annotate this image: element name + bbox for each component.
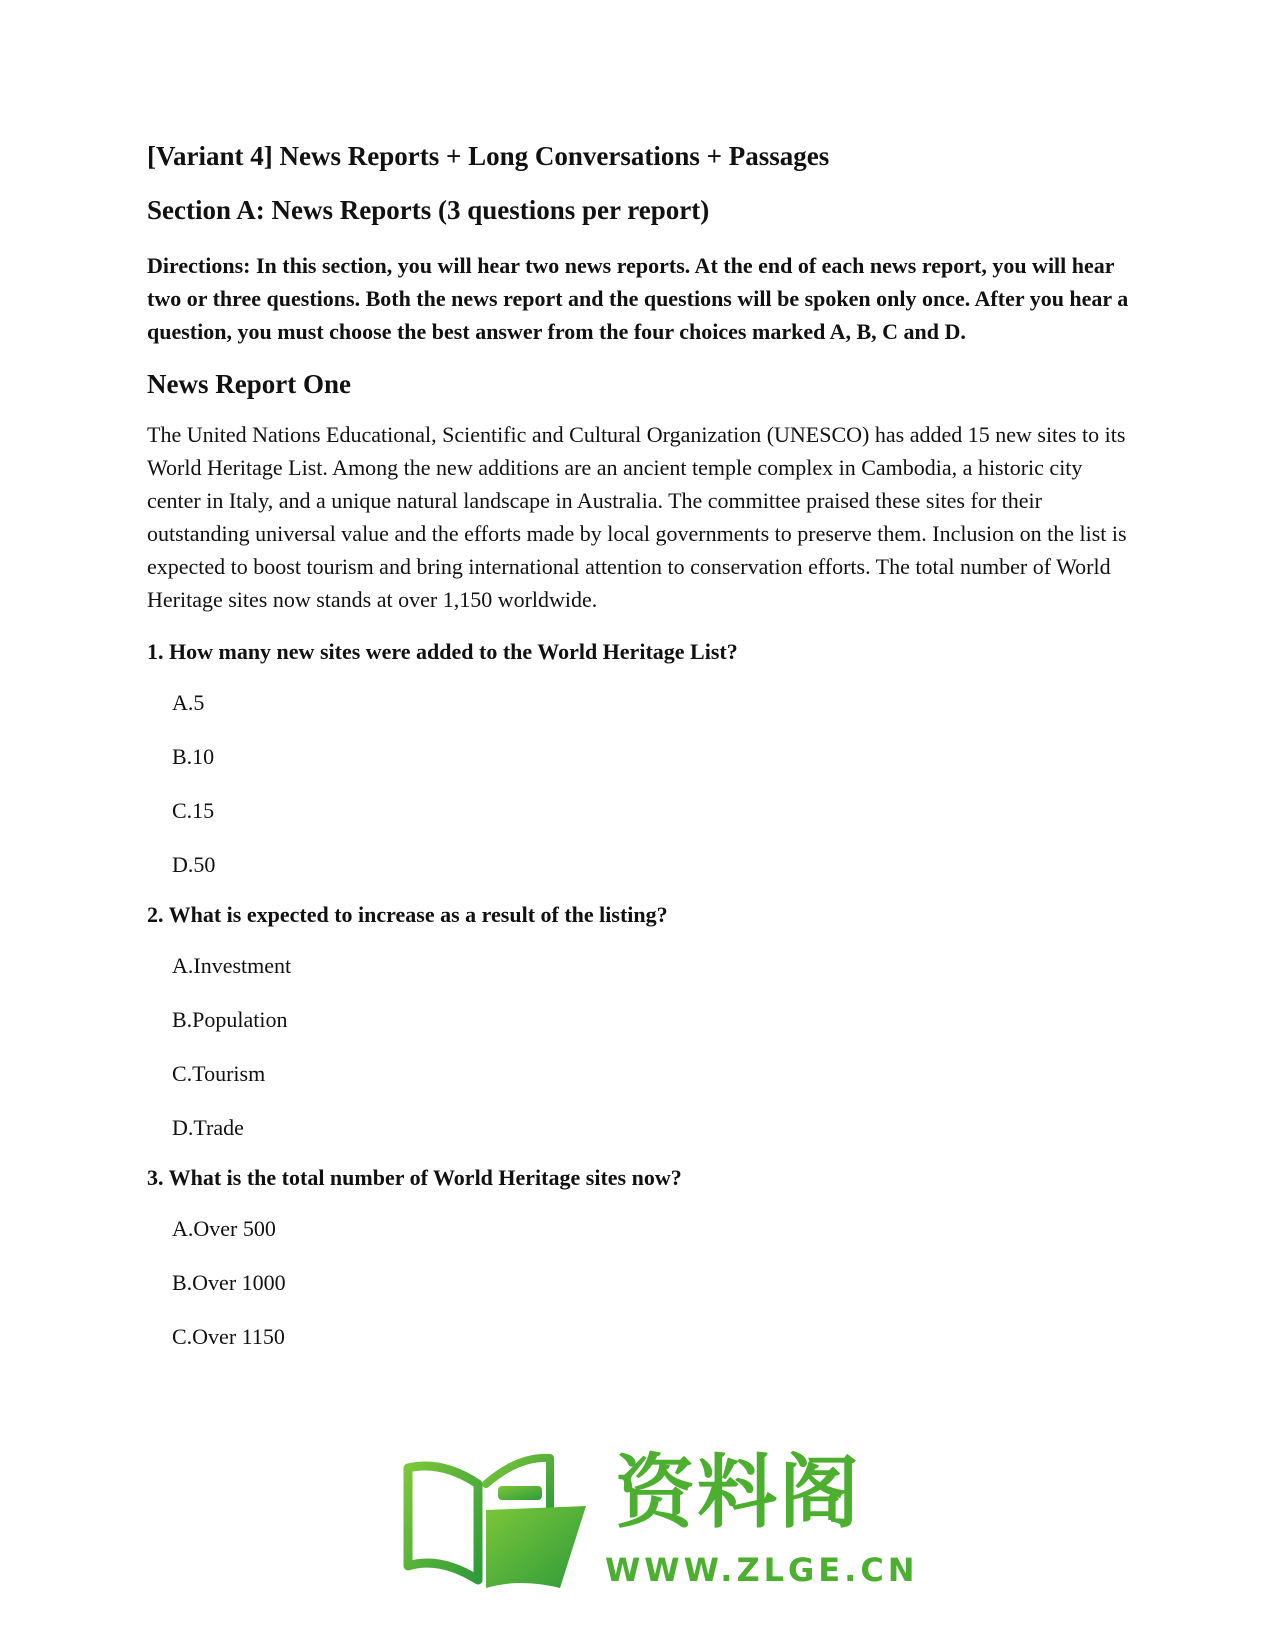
watermark-brand-name: 资料阁 xyxy=(615,1446,861,1539)
document-title: [Variant 4] News Reports + Long Conversations + Passages xyxy=(147,141,830,171)
option-c: C.Over 1150 xyxy=(172,1324,285,1350)
option-a: A.Investment xyxy=(172,953,292,979)
watermark-logo xyxy=(400,1446,919,1598)
question-3 xyxy=(147,1161,1137,1353)
option-list xyxy=(147,686,1137,881)
section-title: Section A: News Reports (3 questions per report) xyxy=(147,195,710,226)
option-b: B.10 xyxy=(172,744,215,770)
option-list xyxy=(147,1212,1137,1353)
option-a: A.Over 500 xyxy=(172,1216,276,1242)
option-b: B.Over 1000 xyxy=(172,1270,286,1296)
directions-text: Directions: In this section, you will hear two news reports. At the end of each news report, you will hear two or three questions. Both the news report and the questions will be spoken only once. After you hear a question, you must choose the best answer from the four choices marked A, B, C and D. xyxy=(147,252,1129,344)
question-text: 3. What is the total number of World Heritage sites now? xyxy=(147,1165,682,1191)
option-c: C.Tourism xyxy=(172,1061,266,1087)
question-text: 2. What is expected to increase as a result of the listing? xyxy=(147,902,668,928)
question-1 xyxy=(147,635,1137,881)
question-2 xyxy=(147,898,1137,1144)
option-c: C.15 xyxy=(172,798,215,824)
option-list xyxy=(147,949,1137,1144)
report-title: News Report One xyxy=(147,368,351,399)
option-d: D.Trade xyxy=(172,1115,244,1141)
watermark-url: WWW.ZLGE.CN xyxy=(605,1551,919,1589)
option-a: A.5 xyxy=(172,690,205,716)
option-b: B.Population xyxy=(172,1007,288,1033)
news-passage: The United Nations Educational, Scientific and Cultural Organization (UNESCO) has added 15 new sites to its World Heritage List. Among the new additions are an ancient temple complex in Cambodia, a historic city center in Italy, and a unique natural landscape in Australia. The committee praised these sites for their outstanding universal value and the efforts made by local governments to preserve them. Inclusion on the list is expected to boost tourism and bring international attention to conservation efforts. The total number of World Heritage sites now stands at over 1,150 worldwide. xyxy=(147,422,1127,613)
question-text: 1. How many new sites were added to the World Heritage List? xyxy=(147,639,738,665)
document-page xyxy=(147,140,1137,1370)
option-d: D.50 xyxy=(172,852,216,878)
open-book-icon xyxy=(400,1448,600,1598)
